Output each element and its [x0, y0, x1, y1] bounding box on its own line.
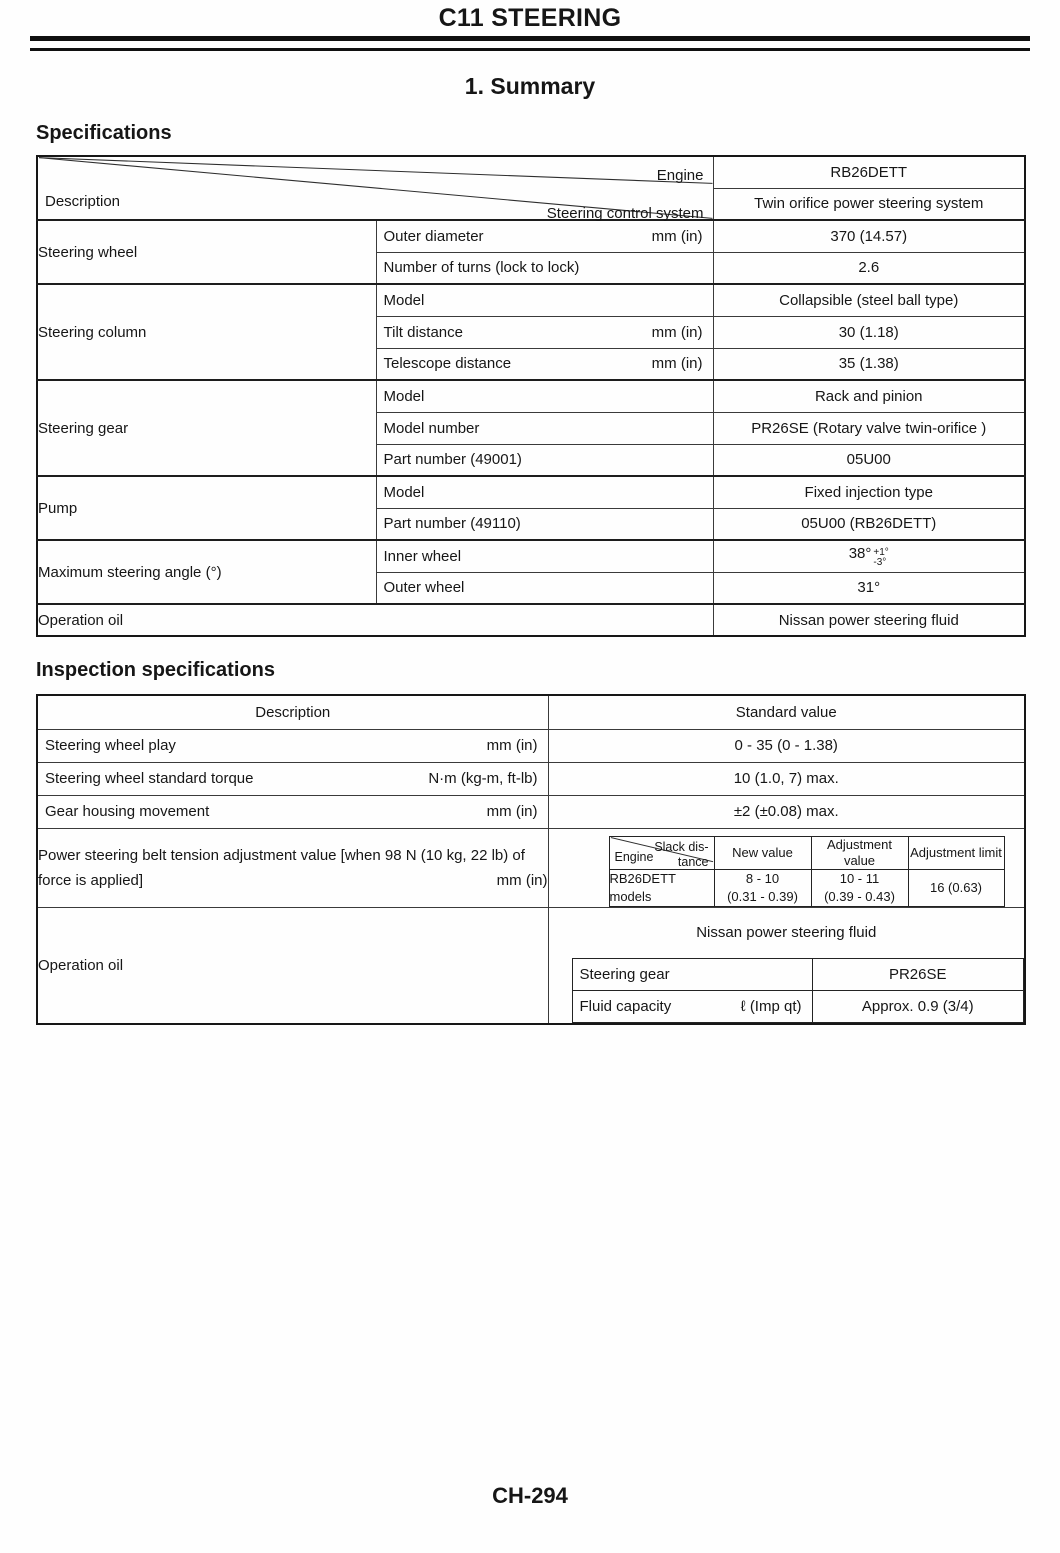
spec-item-label: Model	[383, 387, 425, 405]
belt-tension-table	[609, 836, 1005, 907]
oil-row-value: PR26SE	[812, 958, 1024, 990]
inspection-standard-value: ±2 (±0.08) max.	[548, 795, 1025, 828]
spec-group-max-steering-angle: Maximum steering angle (°)	[37, 540, 376, 604]
angle-tolerance-minus: -3°	[873, 556, 887, 568]
spec-item-cell	[376, 540, 713, 572]
corner-description-label: Description	[45, 193, 121, 210]
belt-new-value-inches: (0.31 - 0.39)	[727, 888, 798, 904]
inspection-item-cell	[37, 729, 548, 762]
oil-row-value: Approx. 0.9 (3/4)	[812, 990, 1024, 1022]
spec-item-unit: mm (in)	[651, 227, 703, 245]
table-row	[37, 476, 1025, 508]
spec-item-label: Inner wheel	[383, 547, 462, 565]
spec-item-label: Outer diameter	[383, 227, 484, 245]
spec-value: PR26SE (Rotary valve twin-orifice )	[713, 412, 1025, 444]
inspection-item-label: Steering wheel standard torque	[45, 770, 254, 787]
belt-new-value	[714, 869, 811, 906]
specifications-heading: Specifications	[36, 122, 172, 144]
belt-new-value-range: 8 - 10	[745, 870, 780, 886]
spec-item-cell	[376, 508, 713, 540]
inspection-item-unit: mm (in)	[486, 803, 538, 820]
spec-item-cell	[376, 412, 713, 444]
belt-tension-row	[37, 828, 1025, 907]
spec-item-label: Tilt distance	[383, 323, 463, 341]
description-column-header: Description	[37, 695, 548, 729]
spec-group-steering-wheel: Steering wheel	[37, 220, 376, 284]
table-row	[572, 990, 1024, 1022]
standard-value-column-header: Standard value	[548, 695, 1025, 729]
belt-header-new-value: New value	[714, 836, 811, 869]
operation-oil-table	[572, 958, 1025, 1023]
operation-oil-fluid: Nissan power steering fluid	[696, 923, 877, 941]
inspection-item-cell	[37, 795, 548, 828]
angle-tolerance-plus: +1°	[873, 546, 889, 558]
system-value: Twin orifice power steering system	[713, 188, 1025, 220]
corner-engine-label: Engine	[656, 167, 704, 184]
page-number: CH-294	[492, 1483, 568, 1508]
inspection-item-unit: mm (in)	[486, 737, 538, 754]
inspection-table	[36, 694, 1026, 1025]
belt-corner-slack-label-2: tance	[677, 854, 709, 869]
oil-row-label: Fluid capacity	[579, 997, 672, 1015]
spec-item-cell	[376, 444, 713, 476]
inspection-item-cell	[37, 762, 548, 795]
belt-tension-unit: mm (in)	[496, 871, 548, 889]
spec-item-label: Number of turns (lock to lock)	[383, 259, 580, 277]
spec-item-label: Telescope distance	[383, 355, 512, 373]
spec-value: Fixed injection type	[713, 476, 1025, 508]
spec-operation-oil-label: Operation oil	[37, 604, 713, 636]
belt-adjustment-limit: 16 (0.63)	[908, 869, 1004, 906]
spec-value-inner-wheel	[713, 540, 1025, 572]
spec-value: 05U00	[713, 444, 1025, 476]
spec-group-steering-column: Steering column	[37, 284, 376, 380]
inspection-standard-value: 0 - 35 (0 - 1.38)	[548, 729, 1025, 762]
belt-row-engine-label: RB26DETT models	[609, 869, 714, 906]
spec-item-cell	[376, 348, 713, 380]
belt-tension-value-cell	[548, 828, 1025, 907]
spec-group-steering-gear: Steering gear	[37, 380, 376, 476]
spec-group-pump: Pump	[37, 476, 376, 540]
spec-value: 31°	[713, 572, 1025, 604]
inspection-heading: Inspection specifications	[36, 659, 275, 681]
summary-heading: 1. Summary	[464, 73, 596, 99]
belt-table-corner	[609, 836, 714, 869]
spec-item-unit: mm (in)	[651, 355, 703, 373]
belt-header-adjustment-limit: Adjustment limit	[908, 836, 1004, 869]
inspection-standard-value: 10 (1.0, 7) max.	[548, 762, 1025, 795]
inspection-header-row	[37, 695, 1025, 729]
spec-value: 35 (1.38)	[713, 348, 1025, 380]
angle-tolerance	[873, 548, 888, 568]
belt-corner-slack-label-1: Slack dis-	[654, 839, 709, 854]
belt-adjustment-value	[811, 869, 908, 906]
oil-row-label-cell	[572, 990, 812, 1022]
spec-item-label: Outer wheel	[383, 579, 465, 597]
inspection-item-label: Gear housing movement	[45, 803, 210, 820]
spec-value: 370 (14.57)	[713, 220, 1025, 252]
table-row	[37, 795, 1025, 828]
spec-value: 05U00 (RB26DETT)	[713, 508, 1025, 540]
belt-table-header-row	[609, 836, 1004, 869]
engine-value: RB26DETT	[713, 156, 1025, 188]
table-row	[37, 284, 1025, 316]
spec-value: Collapsible (steel ball type)	[713, 284, 1025, 316]
spec-item-cell	[376, 284, 713, 316]
spec-item-label: Model	[383, 291, 425, 309]
operation-oil-row	[37, 907, 1025, 1024]
spec-item-cell	[376, 380, 713, 412]
corner-system-label: Steering control system	[546, 205, 704, 222]
spec-item-cell	[376, 572, 713, 604]
page-title: C11 STEERING	[438, 4, 622, 32]
table-row	[37, 762, 1025, 795]
oil-row-unit: ℓ (Imp qt)	[740, 997, 802, 1015]
spec-value: 2.6	[713, 252, 1025, 284]
operation-oil-value-cell	[548, 907, 1025, 1024]
spec-item-label: Model	[383, 483, 425, 501]
oil-row-label-cell	[572, 958, 812, 990]
table-row	[37, 729, 1025, 762]
table-row	[37, 380, 1025, 412]
spec-item-label: Model number	[383, 419, 480, 437]
inspection-item-unit: N·m (kg-m, ft-lb)	[428, 770, 538, 787]
spec-item-cell	[376, 316, 713, 348]
spec-value: 30 (1.18)	[713, 316, 1025, 348]
spec-item-label: Part number (49001)	[383, 451, 522, 469]
table-row	[37, 540, 1025, 572]
spec-item-cell	[376, 220, 713, 252]
spec-item-cell	[376, 252, 713, 284]
belt-adjustment-value-inches: (0.39 - 0.43)	[824, 888, 895, 904]
belt-tension-label-cell	[37, 828, 548, 907]
header-rule-bottom	[30, 48, 1030, 51]
spec-item-unit: mm (in)	[651, 323, 703, 341]
spec-header-row-1	[37, 156, 1025, 188]
belt-header-adjustment-value: Adjustment value	[811, 836, 908, 869]
table-row	[37, 220, 1025, 252]
angle-value: 38°	[848, 544, 872, 562]
spec-value: Rack and pinion	[713, 380, 1025, 412]
spec-item-label: Part number (49110)	[383, 515, 521, 533]
belt-table-data-row	[609, 869, 1004, 906]
operation-oil-label: Operation oil	[37, 907, 548, 1024]
table-row	[572, 958, 1024, 990]
oil-row-label: Steering gear	[579, 965, 670, 983]
spec-item-cell	[376, 476, 713, 508]
belt-corner-engine-label: Engine	[614, 849, 654, 864]
spec-operation-oil-value: Nissan power steering fluid	[713, 604, 1025, 636]
specifications-table	[36, 155, 1026, 637]
table-row	[37, 604, 1025, 636]
inspection-item-label: Steering wheel play	[45, 737, 176, 754]
belt-adjustment-value-range: 10 - 11	[839, 870, 880, 886]
header-rule-top	[30, 36, 1030, 41]
spec-table-corner	[37, 156, 713, 220]
belt-tension-label: Power steering belt tension adjustment value [when 98 N (10 kg, 22 lb) of force is applied]	[38, 846, 525, 889]
